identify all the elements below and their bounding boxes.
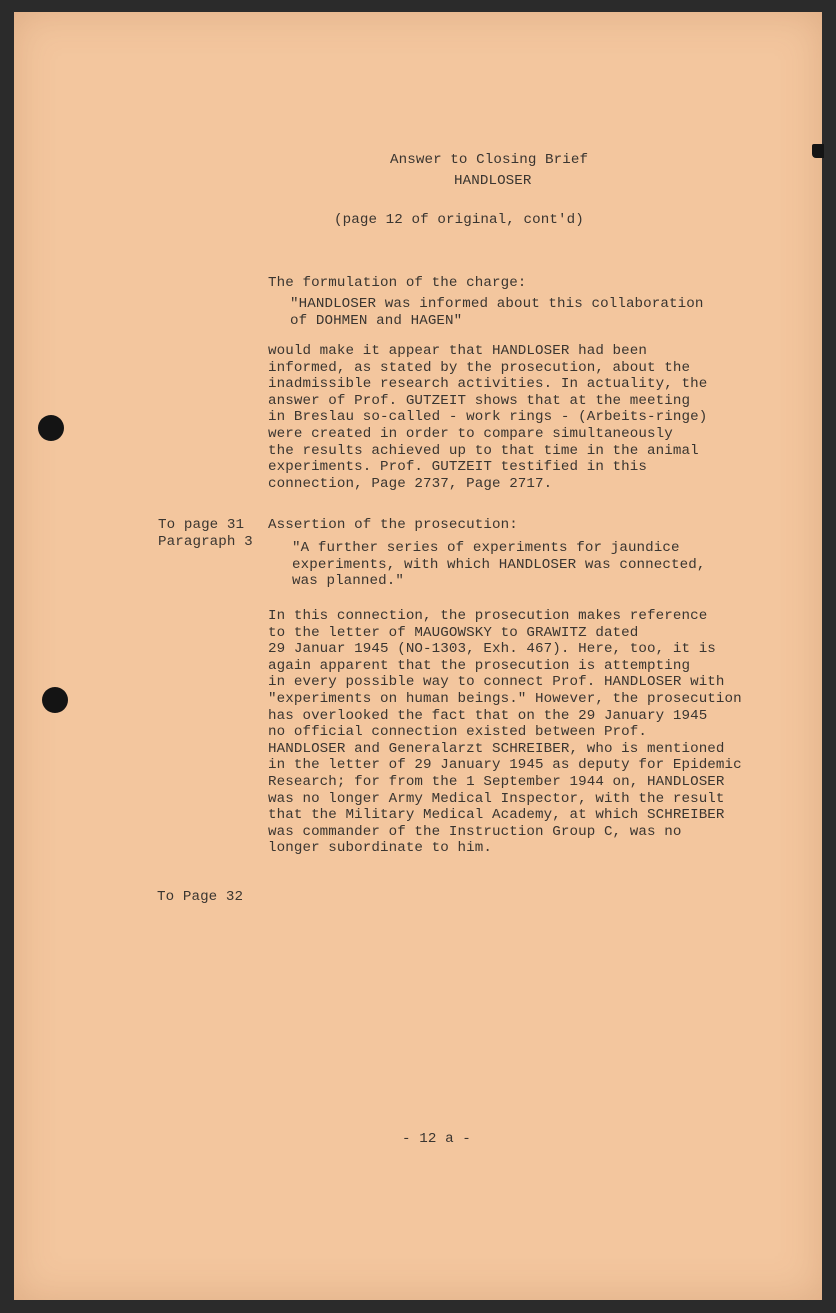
body-line: again apparent that the prosecution is attempting [268, 657, 691, 674]
quote-line: "HANDLOSER was informed about this collaboration [290, 296, 704, 312]
section1-intro: The formulation of the charge: [268, 275, 527, 291]
section2-intro: Assertion of the prosecution: [268, 517, 518, 533]
quote-line: experiments, with which HANDLOSER was connected, [292, 556, 706, 573]
body-line: longer subordinate to him. [268, 840, 492, 857]
body-line: HANDLOSER and Generalarzt SCHREIBER, who is mentioned [268, 740, 725, 757]
body-line: that the Military Medical Academy, at which SCHREIBER [268, 807, 725, 824]
page-number: - 12 a - [402, 1131, 471, 1147]
body-line: in every possible way to connect Prof. HANDLOSER with [268, 674, 725, 691]
punch-hole-bottom [42, 687, 68, 713]
body-line: experiments. Prof. GUTZEIT testified in this [268, 459, 648, 476]
quote-line: was planned." [292, 573, 404, 590]
section2-margin-note [158, 517, 253, 550]
quote-line: of DOHMEN and HAGEN" [290, 312, 463, 329]
document-page [14, 12, 822, 1300]
body-line: in the letter of 29 January 1945 as deputy for Epidemic [268, 757, 742, 774]
section2-body [268, 608, 742, 857]
margin-note-line: Paragraph 3 [158, 533, 253, 550]
body-line: no official connection existed between Prof. [268, 724, 648, 741]
page-edge-notch [812, 144, 824, 158]
body-line: answer of Prof. GUTZEIT shows that at the meeting [268, 392, 691, 409]
body-line: has overlooked the fact that on the 29 January 1945 [268, 707, 708, 724]
heading-name: HANDLOSER [454, 173, 532, 189]
body-line: was no longer Army Medical Inspector, with the result [268, 790, 725, 807]
body-line: were created in order to compare simultaneously [268, 425, 673, 442]
body-line: informed, as stated by the prosecution, about the [268, 359, 691, 376]
section1-quote [290, 296, 703, 329]
heading-title: Answer to Closing Brief [390, 152, 589, 168]
body-line: was commander of the Instruction Group C, was no [268, 823, 682, 840]
heading-subtitle: (page 12 of original, cont'd) [334, 212, 584, 228]
section1-body [268, 343, 707, 492]
quote-line: "A further series of experiments for jaundice [292, 540, 680, 556]
body-line: 29 Januar 1945 (NO-1303, Exh. 467). Here, too, it is [268, 641, 716, 658]
section3-margin-note: To Page 32 [157, 889, 244, 905]
section2-quote [292, 540, 705, 590]
body-line: in Breslau so-called - work rings - (Arbeits-ringe) [268, 409, 708, 426]
body-line: the results achieved up to that time in the animal [268, 442, 699, 459]
margin-note-line: To page 31 [158, 517, 245, 533]
punch-hole-top [38, 415, 64, 441]
body-line: connection, Page 2737, Page 2717. [268, 475, 553, 492]
body-line: would make it appear that HANDLOSER had been [268, 343, 648, 359]
body-line: inadmissible research activities. In actuality, the [268, 376, 708, 393]
body-line: to the letter of MAUGOWSKY to GRAWITZ dated [268, 624, 639, 641]
body-line: In this connection, the prosecution makes reference [268, 608, 708, 624]
body-line: Research; for from the 1 September 1944 on, HANDLOSER [268, 773, 725, 790]
body-line: "experiments on human beings." However, the prosecution [268, 690, 742, 707]
